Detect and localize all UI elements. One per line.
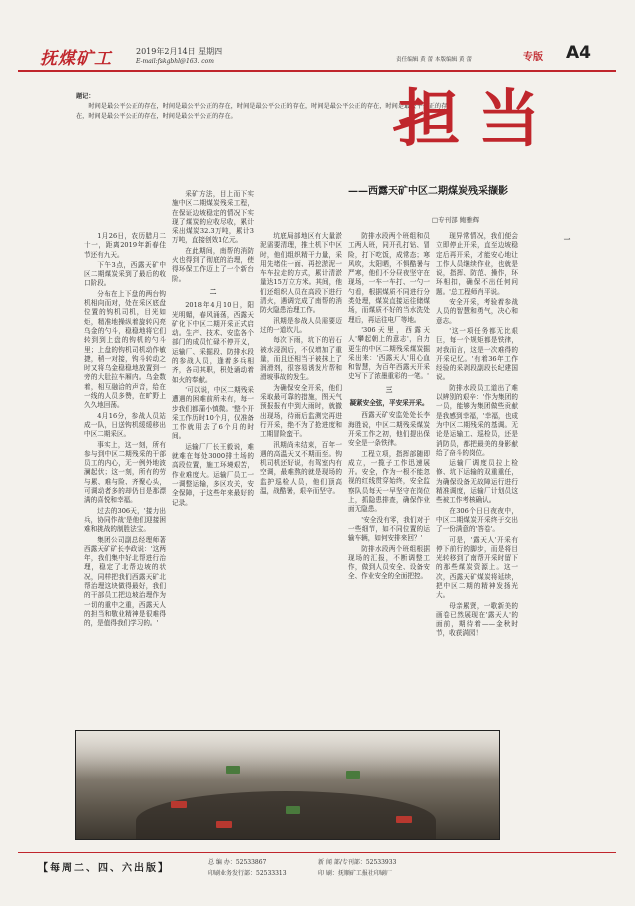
paragraph: 坑底局部地区有大量淤泥需要清理，推土机下中区时，他们组织精干力量，采用先堵住一面、再挖淤泥一车车拉走的方式，累计清淤量达15万立方米。其间，他们还组织人员在高段下进行清火，遇调完成了南帮的消防火隐患治理工作。 (260, 232, 342, 315)
paragraph: '安全没有零，我们对于一些细节，如不同位置的运输车辆，如何安排来回？' (348, 515, 430, 543)
section-subheading: 凝紧安全弦，平安采开采。 (349, 399, 429, 408)
headline-block (392, 82, 622, 186)
section-label: 专版 (523, 52, 543, 63)
editor-note-text: 时间是最公平公正的存在，时间是最公平公正的存在，时间是最公平公正的存在，时间是最公平公正的存在，时间是最公平公正的存在，时间是最公平公正的存在，时间是最公平公正的存在。 (76, 103, 448, 120)
footer-contact: 总 编 办：52533867 (208, 859, 267, 866)
section-number: 一 (563, 236, 571, 244)
mining-pit-photo (75, 730, 500, 840)
editor-credits: 责任编辑 黄 蕾 本版编辑 黄 蕾 (396, 57, 473, 63)
section-number: 二 (209, 287, 217, 296)
paragraph: 防排水段两个班组根据现场的汇报，不断调整工作，做到人员安全、设备安全、作业安全的全面把控。 (348, 544, 430, 581)
paragraph: 工程立项，指挥部随即成立，一揽子工作迅速展开。安全，作为一根不能忽视的红线贯穿始终，安全监察队员每天一早坚守在岗位上，抓隐患排查，确保作业面无隐患。 (348, 449, 430, 514)
footer-contact: 印刷业务发行部：52533313 (208, 870, 287, 877)
paragraph: 4月16分，参战人员站成一队，日送钩机缓缓移出中区二期采区。 (84, 411, 166, 439)
paragraph: 2018年4月10日，阳光明媚，春风涌荡，西露天矿化下中区二期开采正式启动。生产、技术、安监各个部门的成员忙碌不停开义，运输厂、采掘段、防排水段的参战人员，逢着多兵相齐，各司其职，积处诵动着如火的奉献。 (172, 301, 254, 384)
publication-frequency: 【每周二、四、六出版】 (38, 863, 170, 874)
issue-date: 2019年2月14日 星期四 (136, 47, 223, 56)
paragraph: 防排水段员工道出了难以辨别的艰辛：'作为集团的一员，能够为集团做些贡献是我感到幸福，'幸福，也成为中区二期残采的基调。无论是运输工、巡检员，还是消防员，都把最美的身影献给了奋斗的岗位。 (436, 383, 518, 457)
editor-note-label: 题记： (76, 93, 95, 100)
paragraph: 现异常情况，我们便会立即停止开采，直至边坡稳定后再开采，才能安心地让工作人员继续作业，也就是说，指挥、防范、操作，环环相扣，确保不出任何问题。'总工程师肖平说。 (436, 232, 518, 296)
truck-icon (396, 816, 412, 823)
page-number: A4 (566, 43, 591, 63)
paragraph: 1月26日，农历腊月二十一，距离2019年新春佳节还有九天。 (84, 232, 166, 259)
headline-title: 担当 (398, 82, 559, 155)
paragraph: 母亲累贤，一歌新美的画卷已然展现在'露天人'的面前，期待着——金秋时节，收获满园！ (436, 601, 518, 638)
paragraph: 为确保安全开采，他们采取最可靠的措施，图天气预报报有中到大雨时，就撤出现场，待雨后监测完再进行开采，绝不为了抢进度和工期冒险蛮干。 (260, 383, 342, 439)
paragraph: 下午3点，西露天矿中区二期煤炭采到了最后的收口阶段。 (84, 260, 166, 288)
paragraph: 在306个日日夜夜中，中区二期煤炭开采终于交出了一份满意的'答卷'。 (436, 506, 518, 534)
masthead (18, 40, 616, 74)
article-column-1 (84, 232, 166, 722)
footer-contact: 新 闻 部/专刊部：52533933 (318, 859, 397, 866)
truck-icon (171, 801, 187, 808)
paragraph: 汛期尚未结束，百年一遇的高温天又不期而至。钩机司机还好说，有驾室内有空调，最难熬的就是现场的监护巡检人员，他们顶高温，战酷暑，艰辛而坚守。 (260, 440, 342, 496)
paragraph: 过去的306天，'接力出兵，协同作战'是他们迎接困难和挑战的制胜法宝。 (84, 506, 166, 534)
headline-subtitle: ——西露天矿中区二期煤炭残采撷影 (348, 186, 508, 197)
paragraph: 采矿方法，目上而下实施中区二期煤炭残采工程，在保证边坡稳定的情况下实现了煤炭的应收尽收，累计采出煤炭32.3万吨，累计3万吨，直接创效1亿元。 (172, 190, 254, 245)
paragraph: 运输厂调度员拉上检修、坑下运输的双重重任，为确保设备无故障运行进行精准调度，运输厂计划员这些被工作考核确认。 (436, 459, 518, 505)
truck-icon (216, 821, 232, 828)
article-column-3 (260, 232, 342, 722)
paragraph: 运输厂厂长王毅说，难就难在每处3000排土场的高段位置，施工环境艰苦，作业难度大。运输厂员工一一调整运输，多区攻关，安全保障，于这些年来最好的记录。 (172, 442, 254, 507)
paragraph: 事实上，这一刻，所有参与到中区二期残采的干部员工的内心，无一例外地波澜起伏；这一刻，所有的劳与累、难与险、齐聚心头，可调动者多的却仍目是那漂满的喜悦和幸福。 (84, 440, 166, 505)
paragraph: 在此期间，南帮的消防火也得到了彻底的治理，使得环保工作迈上了一个新台阶。 (172, 246, 254, 283)
paragraph: 汛期是参战人员需要迈过的一道坎儿。 (260, 316, 342, 334)
section-number: 三 (385, 385, 393, 394)
header-rule (18, 70, 616, 72)
excavator-icon (286, 806, 300, 814)
paragraph: '这一项任务都无比艰巨，每一个规矩都是铁律，对我而言，这是一次难得的开采记忆。'有着36年工作经验的采剥段副段长纪建国说。 (436, 326, 518, 382)
paragraph: 每次下雨，坑下的岩石被水浸润后，不仅增加了重量，而且还相当于被抹上了润滑剂，很容易诱发片帮和滑坡事故的发生。 (260, 336, 342, 382)
contact-email: E-mail:fskgbhl@163. com (136, 58, 214, 65)
paragraph: '可以说，中区二期残采遭遇的困难前所未有，每一步我们都蒲小慎微。'整个开采工作历时10个月，仅准备工作就用去了6个月的时间。 (172, 385, 254, 441)
paragraph: 西露天矿安监处处长李海胜说，中区二期残采煤炭开采工作之初，他们提出保安全是一条铁律。 (348, 411, 430, 448)
paragraph: '306天里，西露天人'攀起朝上的意志'，自力更生的中区二期残采煤炭掘采出来：'西露天人'用心血和智慧，为百年西露天开采史写下了浓墨重彩的一笔。' (348, 325, 430, 381)
paragraph: 安全开采，考验着参战人员的智慧和勇气，决心和意志。 (436, 298, 518, 325)
article-column-4 (348, 232, 430, 722)
newspaper-logo: 抚煤矿工 (40, 49, 112, 69)
footer-contact: 印 刷：抚顺矿工报社印刷厂 (318, 870, 392, 877)
paragraph: 可是，'露天人'开采有停下前行的脚步，而是将目光转移到了南帮开采时留下的那些煤炭资源上。这一次，西露天矿煤炭将延续，把中区二期的精神发扬光大。 (436, 535, 518, 600)
paragraph: 集团公司副总经理师著西露天矿矿长李政说：'这两年，我们集中好北帮进行治理，稳定了北帮边坡的状况，同样把我们西露天矿北帮治理这块做得最好，我们的干部员工把边坡治理作为一切的重中之重，西露天人的担当和敬业精神是很难得的，是值得我们学习的。' (84, 535, 166, 628)
page-footer (18, 852, 616, 882)
byline: □专刊部 鲍雅辉 (432, 216, 480, 224)
article-column-6 (524, 232, 610, 832)
excavator-icon (346, 771, 360, 779)
paragraph: 防排水段两个班组和员工两人班，同开孔打钻、冒险，打下吃饭，成常态；寒风吹，太阳晒，不惧酷暑与严寒，他们不分昼夜坚守在现场，一车一车打、一勺一勺看，根据煤质不同进行分类处理，煤炭直接运往储煤场，而煤质不好的当水洗处理后，再运往电厂等地。 (348, 232, 430, 324)
article-column-2 (172, 190, 254, 722)
excavator-icon (226, 766, 240, 774)
paragraph: 分布在上下盘的两台钩机相向而对，处在采区底盘位置的钩机司机，目光如炬，精准地操纵着旋转闪亮乌金的勺斗，稳稳地将它们转到到上盘的钩机的勺斗里；上盘的钩机司机动作敏捷，稍一对接，钩斗转动之时又将乌金稳稳地放置到一旁的大肚拉车厢内。乌金数着，相互融洽的声音，给在一线的人员多赞，在旷野上久久地回荡。 (84, 289, 166, 410)
